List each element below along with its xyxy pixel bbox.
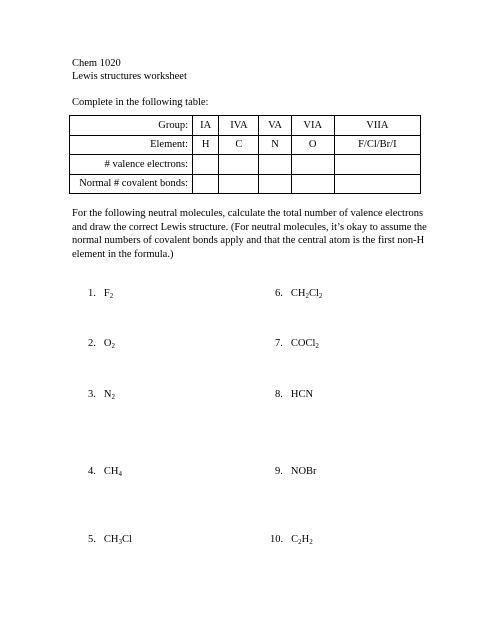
instructions-paragraph: For the following neutral molecules, calculate the total number of valence electrons and draw the correct Lewis structure. (For neutral molecules, it’s okay to assume the normal numbers of covalent bonds apply and that the central atom is the first non-H element in the formula.) xyxy=(72,208,427,260)
formula-symbol: N xyxy=(103,389,112,400)
row-label-group: Group: xyxy=(70,116,193,136)
formula-symbol: HCN xyxy=(290,389,314,400)
blank-answer-cell[interactable] xyxy=(193,174,219,194)
formula-subscript: 3 xyxy=(118,538,122,546)
molecule-formula xyxy=(104,288,113,299)
group-cell: VIA xyxy=(291,116,334,136)
formula-subscript: 4 xyxy=(118,470,122,478)
molecule-formula xyxy=(291,288,323,299)
formula-symbol: F xyxy=(103,288,110,299)
blank-answer-cell[interactable] xyxy=(259,174,291,194)
molecule-number: 5. xyxy=(88,534,96,545)
group-cell: IVA xyxy=(219,116,259,136)
formula-symbol: C xyxy=(291,534,299,545)
formula-subscript: 2 xyxy=(318,292,323,300)
formula-symbol: CH xyxy=(103,466,119,477)
valence-electrons-row xyxy=(70,155,421,175)
formula-symbol: Cl xyxy=(308,288,319,299)
molecule-number: 8. xyxy=(275,389,283,400)
molecule-formula xyxy=(104,466,122,477)
row-label-element: Element: xyxy=(70,135,193,155)
formula-symbol: CH xyxy=(290,288,306,299)
formula-subscript: 2 xyxy=(111,393,115,401)
group-row xyxy=(70,116,421,136)
blank-answer-cell[interactable] xyxy=(193,155,219,175)
blank-answer-cell[interactable] xyxy=(334,155,420,175)
molecule-number: 6. xyxy=(275,288,283,299)
molecule-number: 1. xyxy=(88,288,96,299)
formula-subscript: 2 xyxy=(309,538,313,546)
formula-symbol: COCl xyxy=(290,338,316,349)
molecule-number: 4. xyxy=(88,466,96,477)
worksheet-title: Lewis structures worksheet xyxy=(72,71,187,82)
row-label-valence-electrons: # valence electrons: xyxy=(70,155,193,175)
molecule-item xyxy=(88,337,115,350)
molecule-item xyxy=(275,388,313,401)
molecule-formula xyxy=(104,534,132,545)
formula-subscript: 2 xyxy=(315,342,319,350)
element-row xyxy=(70,135,421,155)
element-table xyxy=(69,115,421,194)
element-cell: H xyxy=(193,135,219,155)
blank-answer-cell[interactable] xyxy=(291,155,334,175)
element-cell: F/Cl/Br/I xyxy=(334,135,420,155)
formula-subscript: 2 xyxy=(109,292,114,300)
molecule-item xyxy=(88,388,115,401)
molecule-item xyxy=(270,533,313,546)
group-cell: IA xyxy=(193,116,219,136)
molecule-number: 3. xyxy=(88,389,96,400)
molecule-number: 10. xyxy=(270,534,284,545)
molecule-item xyxy=(88,533,132,546)
table-instruction: Complete in the following table: xyxy=(72,97,209,108)
molecule-formula xyxy=(104,389,115,400)
molecule-item xyxy=(88,287,113,300)
formula-symbol: O xyxy=(103,338,112,349)
formula-subscript: 2 xyxy=(111,342,115,350)
course-label: Chem 1020 xyxy=(72,58,121,69)
blank-answer-cell[interactable] xyxy=(219,155,259,175)
covalent-bonds-row xyxy=(70,174,421,194)
row-label-covalent-bonds: Normal # covalent bonds: xyxy=(70,174,193,194)
formula-symbol: H xyxy=(301,534,310,545)
blank-answer-cell[interactable] xyxy=(291,174,334,194)
molecule-item xyxy=(88,465,122,478)
molecule-formula xyxy=(104,338,115,349)
molecule-item xyxy=(275,337,319,350)
formula-symbol: NOBr xyxy=(290,466,317,477)
group-cell: VA xyxy=(259,116,291,136)
element-cell: C xyxy=(219,135,259,155)
element-cell: N xyxy=(259,135,291,155)
molecule-item xyxy=(275,287,322,300)
group-cell: VIIA xyxy=(334,116,420,136)
formula-subscript: 2 xyxy=(298,538,302,546)
molecule-formula xyxy=(291,466,317,477)
blank-answer-cell[interactable] xyxy=(219,174,259,194)
molecule-formula xyxy=(291,389,313,400)
molecule-number: 2. xyxy=(88,338,96,349)
formula-symbol: Cl xyxy=(121,534,132,545)
molecule-number: 9. xyxy=(275,466,283,477)
molecule-formula xyxy=(291,338,319,349)
molecule-formula xyxy=(291,534,313,545)
blank-answer-cell[interactable] xyxy=(259,155,291,175)
formula-symbol: CH xyxy=(103,534,119,545)
molecule-number: 7. xyxy=(275,338,283,349)
blank-answer-cell[interactable] xyxy=(334,174,420,194)
element-cell: O xyxy=(291,135,334,155)
molecule-item xyxy=(275,465,317,478)
formula-subscript: 2 xyxy=(305,292,309,300)
